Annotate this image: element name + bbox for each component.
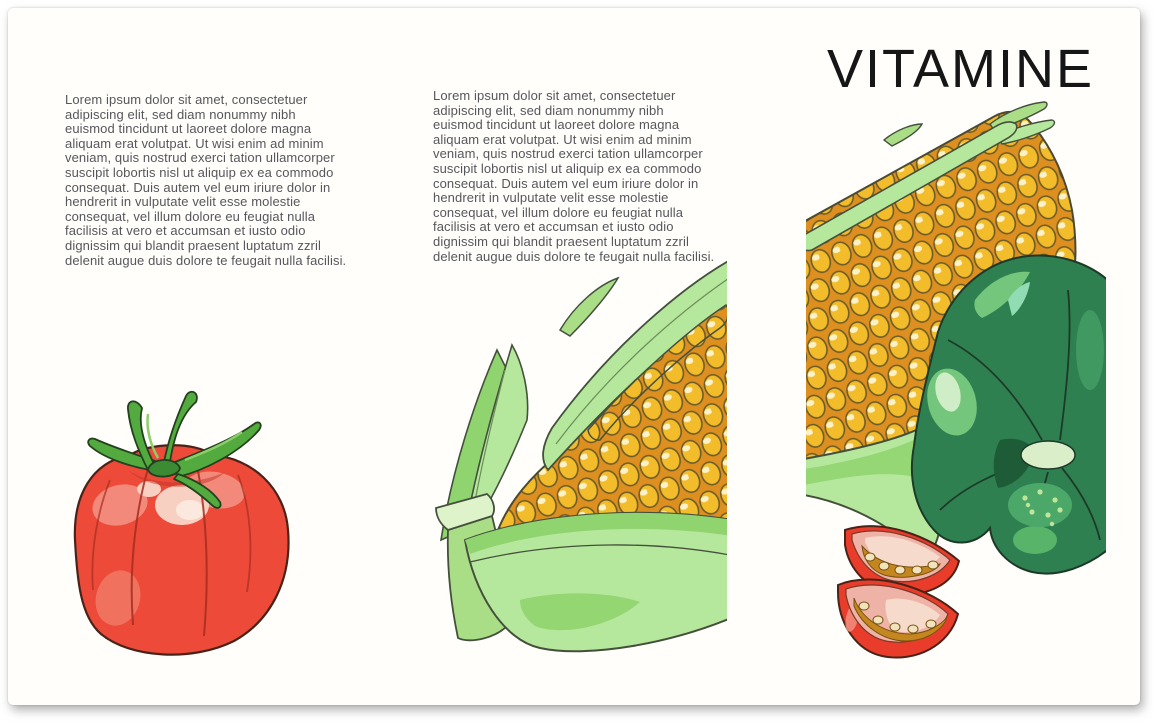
middle-panel-body-text: Lorem ipsum dolor sit amet, consectetuer adipiscing elit, sed diam nonummy nibh euismod tincidunt ut laoreet dolore magna aliquam erat volutpat. Ut wisi enim ad minim veniam, quis nostrud exerci tation ullamcorper suscipit lobortis nisl ut aliquip ex ea commodo consequat. Duis autem vel eum iriure dolor in hendrerit in vulputate velit esse molestie consequat, vel illum dolore eu feugiat nulla facilisis at vero et accumsan et iusto odio dignissim qui blandit praesent luptatum zzril delenit augue duis dolore te feugait nulla facilisi. bbox=[433, 88, 715, 264]
brochure-page-spread bbox=[8, 8, 1140, 705]
corn-cob-open-husk-illustration bbox=[428, 250, 727, 670]
right-panel-illustration bbox=[806, 92, 1106, 677]
page-title: VITAMINE bbox=[826, 39, 1094, 99]
lower-tomato-wedge bbox=[838, 580, 958, 658]
left-panel-body-text: Lorem ipsum dolor sit amet, consectetuer adipiscing elit, sed diam nonummy nibh euismod tincidunt ut laoreet dolore magna aliquam erat volutpat. Ut wisi enim ad minim veniam, quis nostrud exerci tation ullamcorper suscipit lobortis nisl ut aliquip ex ea commodo consequat. Duis autem vel eum iriure dolor in hendrerit in vulputate velit esse molestie consequat, vel illum dolore eu feugiat nulla facilisis at vero et accumsan et iusto odio dignissim qui blandit praesent luptatum zzril delenit augue duis dolore te feugait nulla facilisi. bbox=[65, 92, 347, 268]
corn-bottom-husk-leaf bbox=[465, 513, 727, 651]
whole-tomato-illustration bbox=[40, 390, 335, 670]
tomato-wedge-slices-illustration bbox=[838, 526, 959, 657]
